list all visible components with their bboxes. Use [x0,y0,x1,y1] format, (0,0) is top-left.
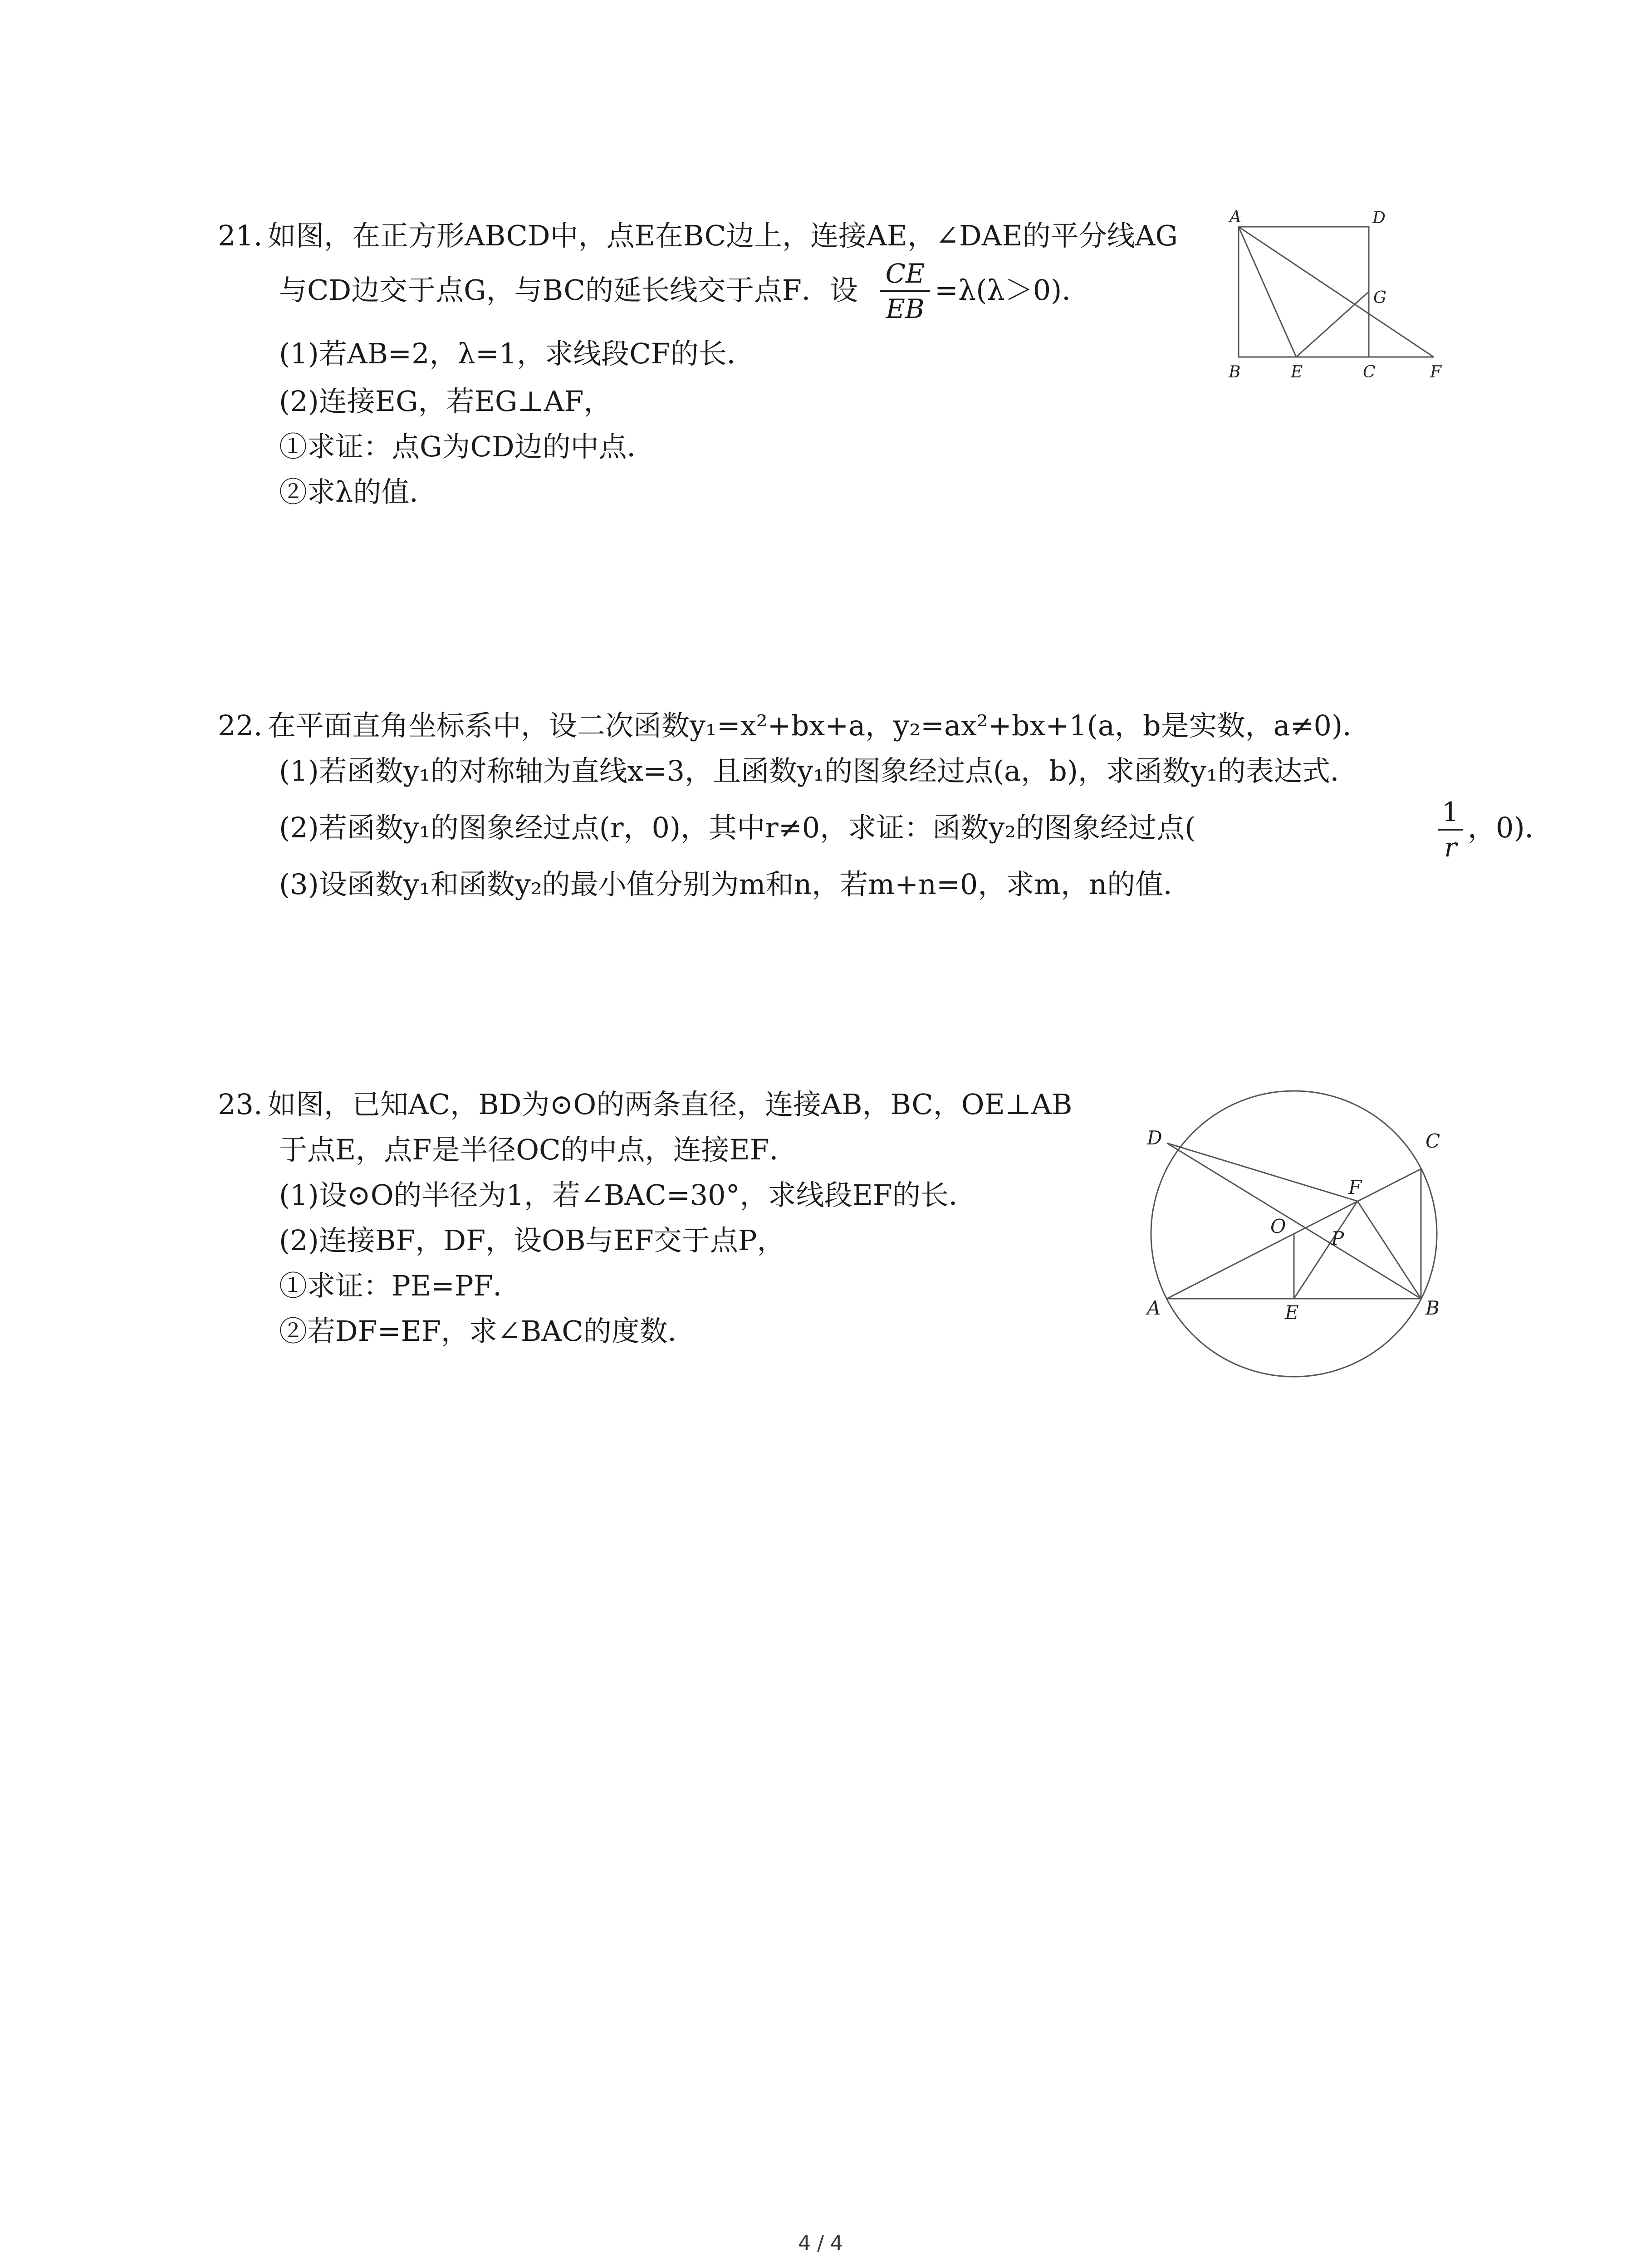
fraction-bar [880,290,930,292]
p23-part2: (2)连接BF，DF，设OB与EF交于点P， [279,1224,785,1257]
label-a: A [1230,208,1241,226]
p21-line2: 与CD边交于点G，与BC的延长线交于点F．设 [279,274,858,307]
p22-number: 22. [218,709,263,742]
label-o: O [1270,1215,1286,1237]
label-e: E [1285,1301,1299,1324]
p23-part1: (1)设⊙O的半径为1，若∠BAC=30°，求线段EF的长． [279,1178,977,1212]
p22-frac-den: r [1444,832,1457,863]
label-b: B [1425,1297,1440,1319]
label-c: C [1363,363,1376,381]
p21-frac-num: CE [885,258,925,289]
p23-part2-ii: ②若DF=EF，求∠BAC的度数． [279,1315,696,1348]
p22-fraction [1438,796,1463,863]
label-c: C [1425,1130,1440,1152]
label-e: E [1291,363,1303,381]
label-g: G [1373,288,1386,307]
label-d: D [1147,1127,1162,1149]
page-number: 4 / 4 [798,2232,843,2255]
p21-fraction [880,258,930,325]
p22-part3: (3)设函数y₁和函数y₂的最小值分别为m和n，若m+n=0，求m，n的值． [279,868,1192,901]
label-f: F [1348,1176,1362,1198]
square-abcd [1239,227,1369,357]
p22-part2: (2)若函数y₁的图象经过点(r，0)，其中r≠0，求证：函数y₂的图象经过点( [279,811,1196,844]
p22-part2-tail: ，0)． [1468,811,1553,844]
p21-line2-tail: =λ(λ＞0)． [935,274,1090,307]
segment-ef [1294,1201,1357,1299]
p21-figure [1216,204,1470,386]
p23-part2-i: ①求证：PE=PF． [279,1269,521,1302]
p21-number: 21. [218,219,263,252]
p22-frac-num: 1 [1442,797,1459,827]
p21-frac-den: EB [886,293,925,324]
p21-part2-ii: ②求λ的值． [279,475,438,508]
label-p: P [1331,1227,1344,1250]
p21-part2-i: ①求证：点G为CD边的中点． [279,430,655,463]
p23-line2: 于点E，点F是半径OC的中点，连接EF． [279,1133,798,1166]
segment-bf [1357,1201,1421,1299]
fraction-bar [1438,829,1463,831]
label-d: D [1372,209,1386,227]
p21-part2: (2)连接EG，若EG⊥AF， [279,385,612,418]
p23-figure [1134,1080,1461,1388]
p23-number: 23. [218,1088,263,1121]
label-b: B [1229,363,1241,381]
segment-df [1167,1143,1357,1201]
segment-eg [1296,292,1369,357]
label-f: F [1430,363,1441,381]
label-a: A [1147,1297,1161,1319]
p22-part1: (1)若函数y₁的对称轴为直线x=3，且函数y₁的图象经过点(a，b)，求函数y₁的表达式． [279,754,1358,787]
p21-part1: (1)若AB=2，λ=1，求线段CF的长． [279,337,755,370]
